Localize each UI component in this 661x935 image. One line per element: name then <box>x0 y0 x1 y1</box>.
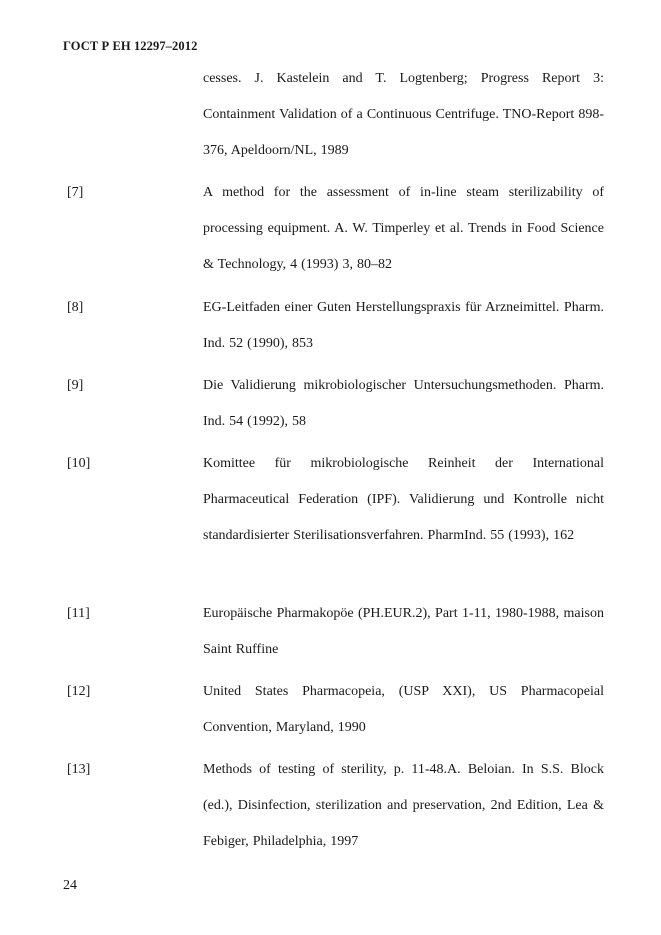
reference-number: [13] <box>67 762 91 777</box>
document-header: ГОСТ Р ЕН 12297–2012 <box>63 39 198 53</box>
reference-text: United States Pharmacopeia, (USP XXI), US Pharmacopeial Convention, Maryland, 1990 <box>203 684 604 735</box>
reference-text: Methods of testing of sterility, p. 11-48.A. Beloian. In S.S. Block (ed.), Disinfection, sterilization and preservation, 2nd Edition, Lea & Febiger, Philadelphia, 1997 <box>203 762 604 849</box>
reference-number: [11] <box>67 606 90 621</box>
reference-number: [9] <box>67 378 84 393</box>
reference-number: [12] <box>67 684 91 699</box>
reference-text: Europäische Pharmakopöe (PH.EUR.2), Part 1-11, 1980-1988, maison Saint Ruffine <box>203 606 604 657</box>
reference-text: A method for the assessment of in-line steam sterilizability of processing equipment. A. W. Timperley et al. Trends in Food Science & Technology, 4 (1993) 3, 80–82 <box>203 185 604 272</box>
page-number: 24 <box>63 878 77 893</box>
reference-text: EG-Leitfaden einer Guten Herstellungspraxis für Arzneimittel. Pharm. Ind. 52 (1990), 853 <box>203 300 604 351</box>
reference-text: Die Validierung mikrobiologischer Untersuchungsmethoden. Pharm. Ind. 54 (1992), 58 <box>203 378 604 429</box>
reference-number: [8] <box>67 300 84 315</box>
reference-text: cesses. J. Kastelein and T. Logtenberg; Progress Report 3: Containment Validation of a Continuous Centrifuge. TNO-Report 898-376, Apeldoorn/NL, 1989 <box>203 71 604 158</box>
reference-number: [7] <box>67 185 84 200</box>
reference-number: [10] <box>67 456 91 471</box>
reference-text: Komittee für mikrobiologische Reinheit der International Pharmaceutical Federation (IPF). Validierung und Kontrolle nicht standardisierter Sterilisationsverfahren. PharmInd. 55 (1993), 162 <box>203 456 604 543</box>
